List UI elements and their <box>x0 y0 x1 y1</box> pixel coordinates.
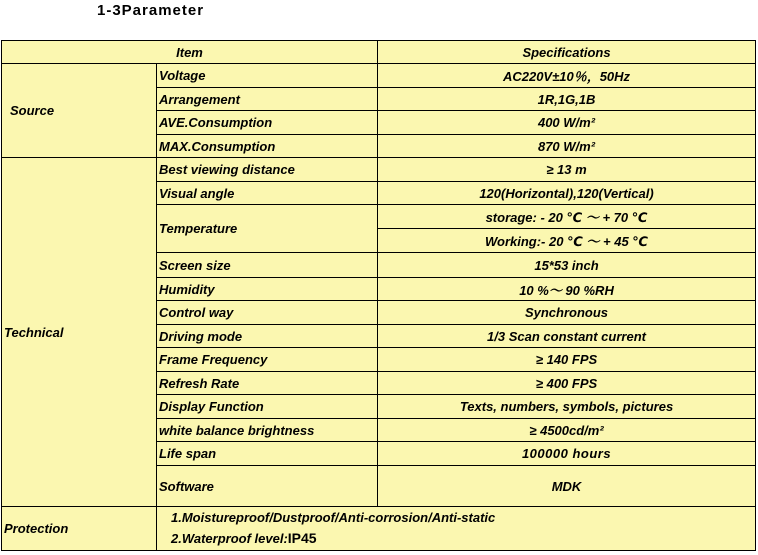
row-label: MAX.Consumption <box>157 135 378 158</box>
row-label: white balance brightness <box>157 419 378 442</box>
row-value: 1R,1G,1B <box>378 88 756 111</box>
row-label: Best viewing distance <box>157 158 378 182</box>
row-label: Driving mode <box>157 325 378 348</box>
group-protection: Protection <box>2 507 157 551</box>
row-label: Humidity <box>157 278 378 301</box>
row-value: 10 %～ 90 %RH <box>378 278 756 301</box>
row-value: 1/3 Scan constant current <box>378 325 756 348</box>
row-value: Synchronous <box>378 301 756 325</box>
row-value: 120(Horizontal),120(Vertical) <box>378 182 756 205</box>
row-label: Control way <box>157 301 378 325</box>
row-value: ≥ 4500cd/m² <box>378 419 756 442</box>
table-row <box>2 64 756 88</box>
row-label: Display Function <box>157 395 378 419</box>
row-label: Frame Frequency <box>157 348 378 372</box>
group-software: Software <box>157 466 378 507</box>
row-label: Visual angle <box>157 182 378 205</box>
protection-line-2-prefix: 2.Waterproof level: <box>171 531 288 546</box>
group-technical: Technical <box>2 158 157 507</box>
row-value: ≥ 140 FPS <box>378 348 756 372</box>
row-value: AC220V±10％，50Hz <box>378 64 756 88</box>
row-value: 100000 hours <box>378 442 756 466</box>
table-row <box>2 507 756 551</box>
protection-value <box>157 507 756 551</box>
protection-line-2 <box>171 528 753 549</box>
row-label: AVE.Consumption <box>157 111 378 135</box>
header-item: Item <box>2 41 378 64</box>
header-specifications: Specifications <box>378 41 756 64</box>
temperature-working: Working:- 20 ℃ ～ + 45 ℃ <box>378 229 756 253</box>
row-value: 870 W/m² <box>378 135 756 158</box>
protection-ip-rating: IP45 <box>287 530 317 546</box>
row-label: Voltage <box>157 64 378 88</box>
table-row <box>2 158 756 182</box>
row-label: Refresh Rate <box>157 372 378 395</box>
row-label: Screen size <box>157 253 378 278</box>
row-value: ≥ 13 m <box>378 158 756 182</box>
group-source: Source <box>2 64 157 158</box>
software-value: MDK <box>378 466 756 507</box>
protection-line-1: 1.Moistureproof/Dustproof/Anti-corrosion/Anti-static <box>171 510 496 525</box>
row-value: ≥ 400 FPS <box>378 372 756 395</box>
row-label: Life span <box>157 442 378 466</box>
header-row <box>2 41 756 64</box>
row-value: 400 W/m² <box>378 111 756 135</box>
row-value: 15*53 inch <box>378 253 756 278</box>
row-label: Arrangement <box>157 88 378 111</box>
row-value: Texts, numbers, symbols, pictures <box>378 395 756 419</box>
temperature-storage: storage: - 20 ℃ ～ + 70 ℃ <box>378 205 756 229</box>
row-label: Temperature <box>157 205 378 253</box>
parameter-table <box>1 40 756 551</box>
page-title: 1-3Parameter <box>97 2 205 19</box>
